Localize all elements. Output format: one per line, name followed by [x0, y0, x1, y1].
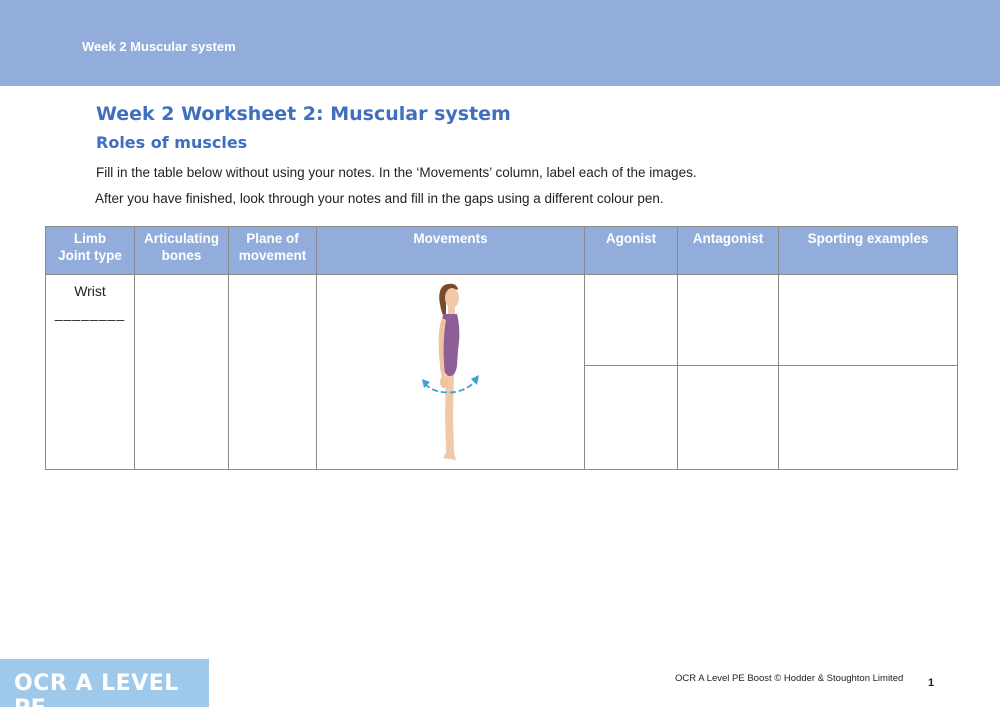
instruction-2: After you have finished, look through your notes and fill in the gaps using a different colour pen. — [95, 191, 664, 206]
cell-plane-of-movement[interactable] — [229, 275, 317, 470]
cell-limb-joint[interactable] — [46, 275, 135, 470]
cell-sporting-2[interactable] — [779, 366, 958, 470]
footer-badge-text: OCR A LEVEL PE — [14, 671, 179, 721]
cell-articulating-bones[interactable] — [135, 275, 229, 470]
worksheet-subtitle: Roles of muscles — [96, 133, 248, 152]
header-articulating-line2: bones — [161, 248, 202, 263]
instruction-1: Fill in the table below without using your notes. In the ‘Movements’ column, label each of the images. — [96, 165, 697, 180]
header-movements: Movements — [317, 227, 585, 275]
figure-head — [445, 288, 459, 308]
header-limb-label: Limb — [73, 231, 107, 246]
header-plane-line2: movement — [238, 248, 307, 263]
figure-neck — [448, 306, 455, 314]
table-header-row — [46, 227, 958, 275]
cell-antagonist-1[interactable] — [678, 275, 779, 366]
header-joint-type-label: Joint type — [58, 248, 122, 263]
header-articulating-line1: Articulating — [143, 231, 219, 246]
cell-antagonist-2[interactable] — [678, 366, 779, 470]
worksheet-title: Week 2 Worksheet 2: Muscular system — [96, 103, 511, 125]
footer-badge — [0, 659, 209, 721]
limb-name: Wrist — [74, 283, 106, 299]
movement-arrow-head-right — [471, 375, 479, 385]
page-number: 1 — [928, 677, 935, 689]
copyright-notice: OCR A Level PE Boost © Hodder & Stoughton Limited — [675, 673, 904, 684]
figure-hand — [440, 376, 448, 388]
header-plane-of-movement — [229, 227, 317, 275]
header-antagonist: Antagonist — [678, 227, 779, 275]
header-articulating-bones — [135, 227, 229, 275]
table-row — [46, 275, 958, 366]
header-plane-line1: Plane of — [246, 231, 299, 246]
standing-figure-icon — [416, 276, 486, 466]
header-limb-joint-type — [46, 227, 135, 275]
cell-agonist-1[interactable] — [585, 275, 678, 366]
cell-agonist-2[interactable] — [585, 366, 678, 470]
header-sporting-examples: Sporting examples — [779, 227, 958, 275]
joint-type-blank: ________ — [54, 305, 126, 321]
header-agonist: Agonist — [585, 227, 678, 275]
cell-movements[interactable] — [317, 275, 585, 470]
cell-sporting-1[interactable] — [779, 275, 958, 366]
worksheet-table — [45, 226, 958, 470]
header-title: Week 2 Muscular system — [82, 39, 236, 54]
